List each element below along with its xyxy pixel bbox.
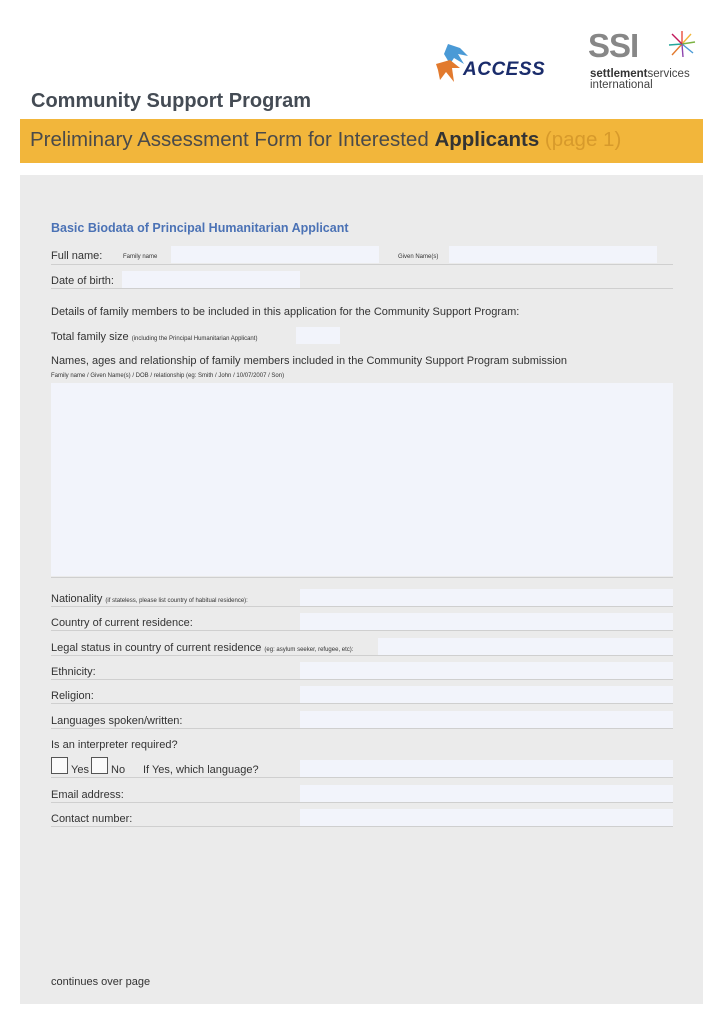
continues-note: continues over page <box>51 976 151 988</box>
starburst-icon <box>668 30 696 58</box>
section-heading: Basic Biodata of Principal Humanitarian Applicant <box>51 221 349 235</box>
contact-label: Contact number: <box>51 813 133 825</box>
given-names-label: Given Name(s) <box>398 254 439 260</box>
ethnicity-input[interactable] <box>300 662 673 679</box>
divider <box>51 606 673 607</box>
country-residence-label: Country of current residence: <box>51 617 193 629</box>
divider <box>51 264 673 265</box>
family-name-input[interactable] <box>171 246 379 263</box>
total-family-size-label: Total family size (including the Principal Humanitarian Applicant) <box>51 331 258 343</box>
access-logo <box>430 42 565 88</box>
nationality-input[interactable] <box>300 589 673 606</box>
ssi-wordmark: SSI <box>588 27 639 64</box>
divider <box>51 802 673 803</box>
dob-input[interactable] <box>122 271 300 288</box>
total-family-size-input[interactable] <box>296 327 340 344</box>
divider <box>51 777 673 778</box>
divider <box>51 826 673 827</box>
interpreter-question: Is an interpreter required? <box>51 739 178 751</box>
yes-checkbox[interactable] <box>51 757 68 774</box>
dob-label: Date of birth: <box>51 275 114 287</box>
form-title: Preliminary Assessment Form for Interested Applicants (page 1) <box>30 128 622 151</box>
no-checkbox[interactable] <box>91 757 108 774</box>
divider <box>51 288 673 289</box>
family-details-text: Details of family members to be included in this application for the Community Support Program: <box>51 306 520 318</box>
country-residence-input[interactable] <box>300 613 673 630</box>
divider <box>51 703 673 704</box>
which-language-input[interactable] <box>300 760 673 777</box>
family-members-textarea[interactable] <box>51 383 673 576</box>
legal-status-label: Legal status in country of current residence (eg: asylum seeker, refugee, etc): <box>51 642 354 654</box>
form-title-banner <box>20 119 703 163</box>
email-input[interactable] <box>300 785 673 802</box>
family-name-label: Family name <box>123 254 158 260</box>
divider <box>51 630 673 631</box>
languages-input[interactable] <box>300 711 673 728</box>
religion-label: Religion: <box>51 690 94 702</box>
ssi-tagline-1: settlementservices <box>590 68 690 80</box>
legal-status-input[interactable] <box>378 638 673 655</box>
divider <box>51 679 673 680</box>
yes-label: Yes <box>71 764 89 776</box>
email-label: Email address: <box>51 789 124 801</box>
given-names-input[interactable] <box>449 246 657 263</box>
contact-input[interactable] <box>300 809 673 826</box>
names-ages-note: Family name / Given Name(s) / DOB / relationship (eg: Smith / John / 10/07/2007 / Son) <box>51 373 285 379</box>
full-name-label: Full name: <box>51 250 103 262</box>
languages-label: Languages spoken/written: <box>51 715 183 727</box>
access-wordmark: ACCESS <box>463 59 546 80</box>
which-language-label: If Yes, which language? <box>143 764 259 776</box>
divider <box>51 577 673 578</box>
ssi-tagline-2: international <box>590 79 653 91</box>
ssi-logo <box>588 28 708 92</box>
program-title: Community Support Program <box>31 90 312 112</box>
divider <box>51 655 673 656</box>
ethnicity-label: Ethnicity: <box>51 666 96 678</box>
divider <box>51 728 673 729</box>
names-ages-label: Names, ages and relationship of family members included in the Community Support Program submission <box>51 355 568 367</box>
nationality-label: Nationality (if stateless, please list country of habitual residence): <box>51 593 248 605</box>
no-label: No <box>111 764 126 776</box>
religion-input[interactable] <box>300 686 673 703</box>
